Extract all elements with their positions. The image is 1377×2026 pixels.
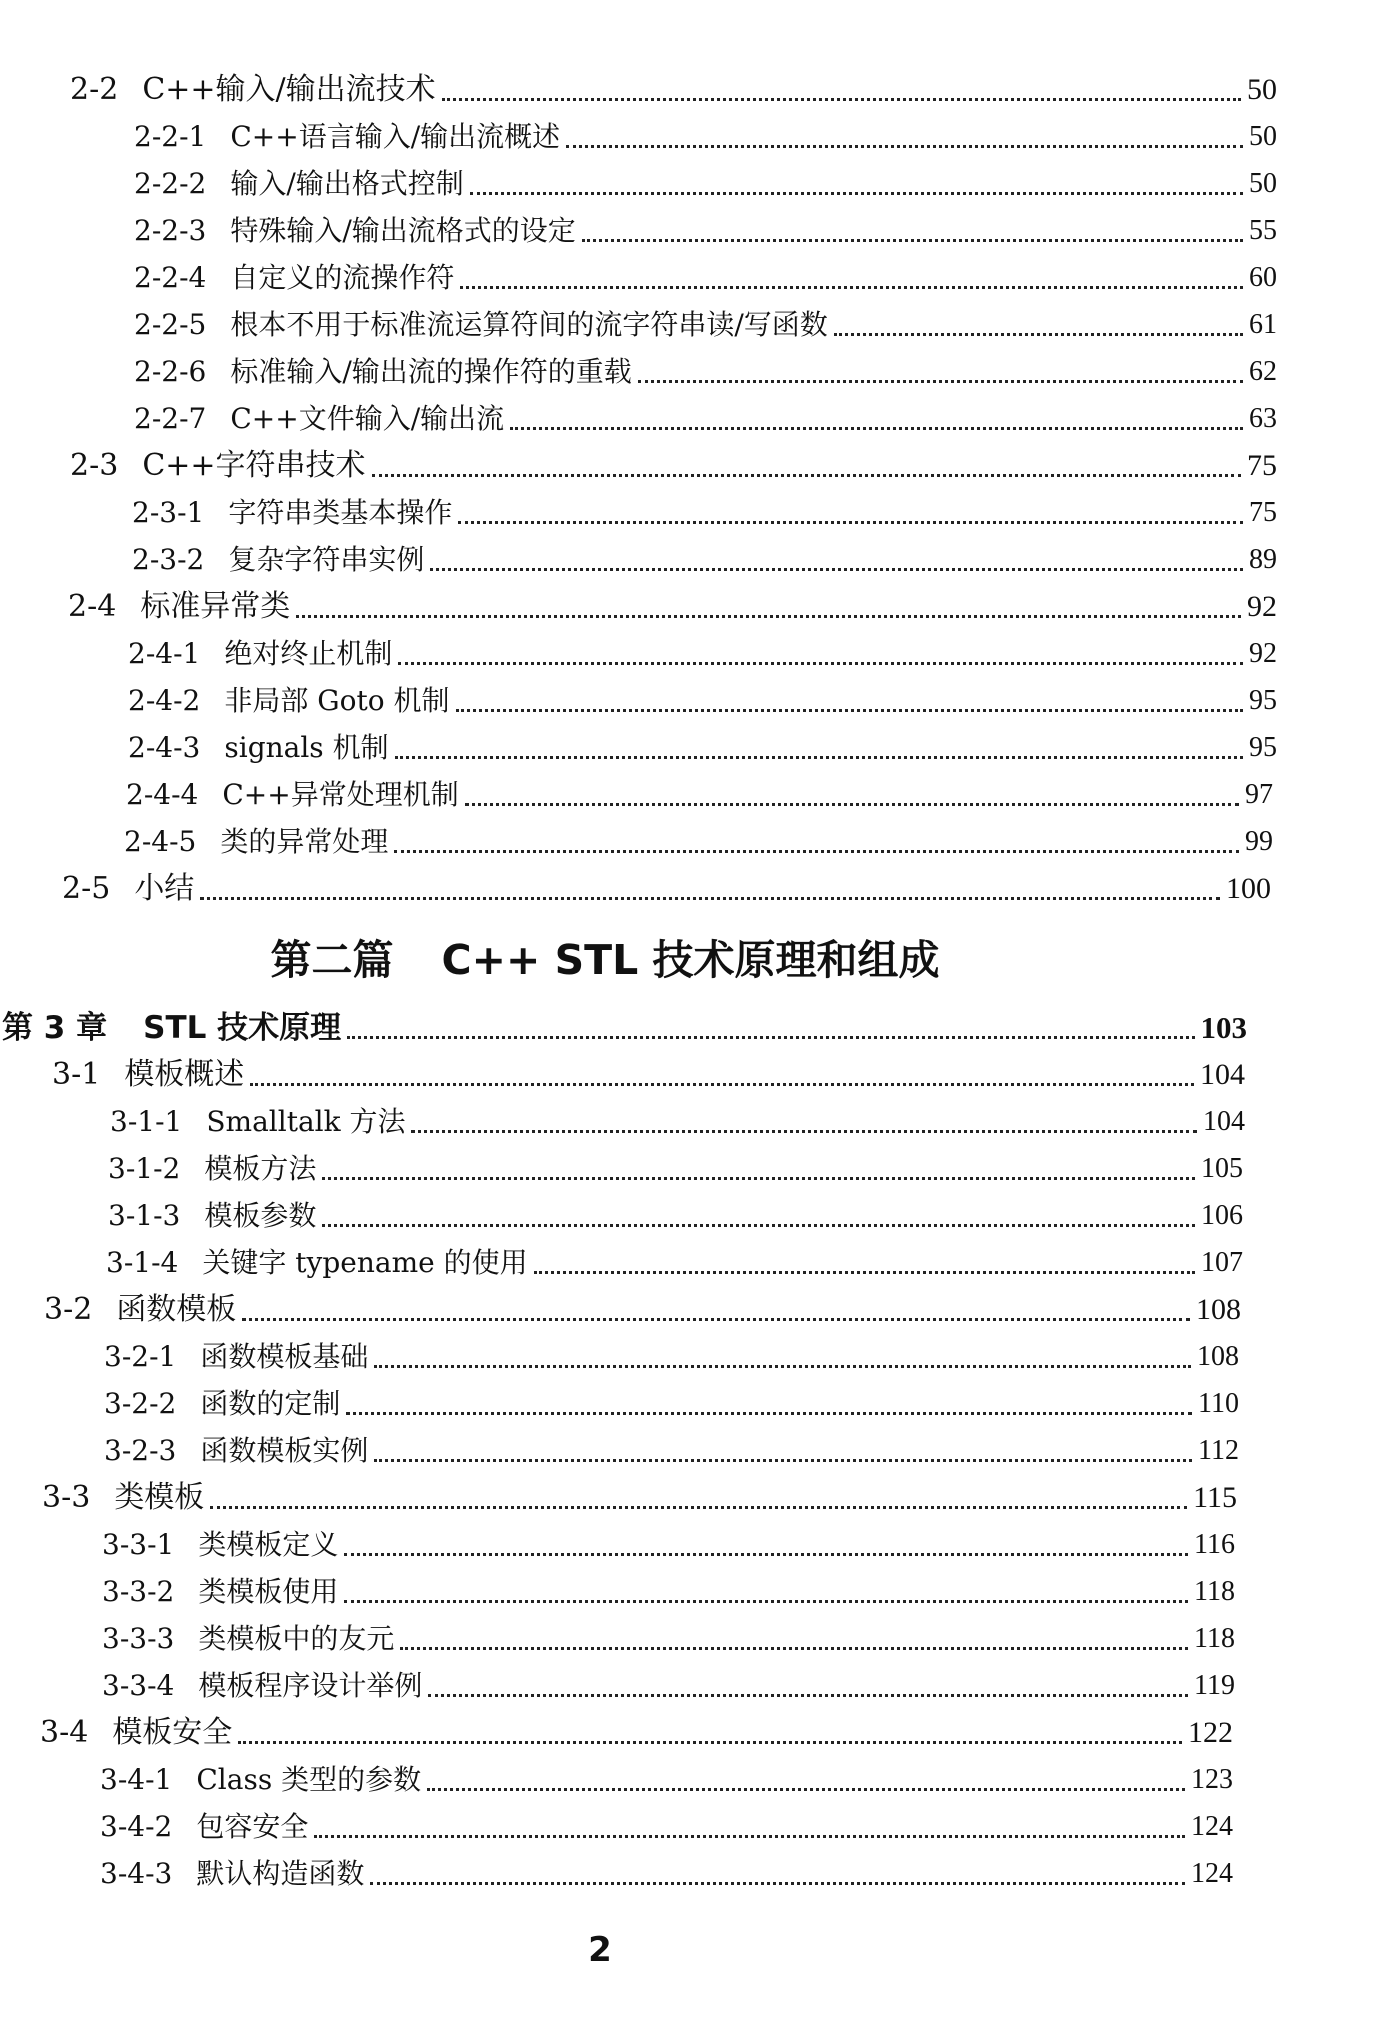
leader-dots [374,1451,1192,1462]
entry-number: 2-2-4 [134,261,207,294]
leader-dots [344,1545,1188,1556]
toc-entry [102,1615,1235,1659]
entry-page: 107 [1201,1247,1243,1278]
toc-entry [134,160,1277,204]
entry-title: 模板参数 [204,1199,317,1232]
entry-page: 60 [1249,262,1277,293]
leader-dots [460,278,1243,289]
entry-page: 50 [1247,73,1277,106]
entry-title: Smalltalk 方法 [206,1105,406,1138]
leader-dots [242,1310,1190,1321]
entry-title: 标准输入/输出流的操作符的重载 [230,355,632,388]
entry-page: 89 [1249,544,1277,575]
entry-number: 3-3-2 [102,1575,175,1608]
entry-title: 根本不用于标准流运算符间的流字符串读/写函数 [230,308,828,341]
leader-dots [398,654,1243,665]
entry-number: 3-4-3 [100,1857,173,1890]
entry-page: 75 [1249,497,1277,528]
entry-page: 108 [1197,1341,1239,1372]
entry-title: 输入/输出格式控制 [230,167,464,200]
entry-title: 字符串类基本操作 [228,496,453,529]
entry-title: 类模板使用 [198,1575,339,1608]
entry-title: 类模板 [114,1480,205,1515]
entry-title: 模板程序设计举例 [198,1669,423,1702]
leader-dots [394,842,1239,853]
entry-title: C++异常处理机制 [222,778,459,811]
toc-entry [134,301,1277,345]
entry-title: 非局部 Goto 机制 [224,684,450,717]
leader-dots [344,1592,1188,1603]
toc-entry [124,818,1273,862]
toc-entry [134,254,1277,298]
toc-entry [70,66,1277,110]
entry-number: 2-5 [62,871,111,906]
toc-entry [104,1380,1239,1424]
entry-title: 关键字 typename 的使用 [202,1246,528,1279]
entry-number: 2-4-3 [128,731,201,764]
toc-entry [52,1051,1245,1095]
entry-number: 3-1-1 [110,1105,183,1138]
leader-dots [296,607,1241,618]
entry-title: 包容安全 [196,1810,309,1843]
toc-entry [134,113,1277,157]
leader-dots [347,1028,1194,1039]
toc-entry [62,865,1271,909]
entry-number: 2-4 [68,589,117,624]
part-number: 第二篇 [270,936,394,984]
leader-dots [395,748,1243,759]
leader-dots [372,466,1241,477]
entry-page: 116 [1194,1529,1235,1560]
leader-dots [465,795,1239,806]
toc-entry [110,1098,1245,1142]
entry-title: 函数模板 [116,1292,237,1327]
entry-number: 3-3-3 [102,1622,175,1655]
entry-page: 61 [1249,309,1277,340]
entry-page: 92 [1247,590,1277,623]
toc-entry [102,1521,1235,1565]
entry-page: 95 [1249,732,1277,763]
leader-dots [238,1733,1182,1744]
entry-page: 122 [1188,1716,1233,1749]
entry-number: 2-2-7 [134,402,207,435]
entry-number: 2-2-6 [134,355,207,388]
entry-number: 3-4 [40,1715,89,1750]
toc-entry [134,207,1277,251]
entry-title: 复杂字符串实例 [228,543,425,576]
toc-entry [42,1474,1237,1518]
toc-entry [70,442,1277,486]
entry-page: 105 [1201,1153,1243,1184]
toc-entry [132,536,1277,580]
leader-dots [210,1498,1187,1509]
leader-dots [428,1686,1188,1697]
entry-page: 123 [1191,1764,1233,1795]
entry-number: 2-2 [70,72,119,107]
entry-title: 函数模板基础 [200,1340,369,1373]
leader-dots [534,1263,1195,1274]
leader-dots [510,419,1243,430]
entry-page: 95 [1249,685,1277,716]
leader-dots [346,1404,1192,1415]
entry-page: 62 [1249,356,1277,387]
entry-number: 3-1-4 [106,1246,179,1279]
entry-page: 104 [1200,1058,1245,1091]
toc-entry [100,1803,1233,1847]
entry-title: C++字符串技术 [142,448,366,483]
entry-number: 3-2-1 [104,1340,177,1373]
toc-entry [100,1756,1233,1800]
toc-entry [128,677,1277,721]
leader-dots [400,1639,1188,1650]
toc-entry [108,1192,1243,1236]
toc-entry [106,1239,1243,1283]
entry-title: 绝对终止机制 [224,637,393,670]
entry-page: 108 [1196,1293,1241,1326]
leader-dots [370,1874,1185,1885]
entry-number: 3-3-1 [102,1528,175,1561]
entry-title: 默认构造函数 [196,1857,365,1890]
entry-number: 3-1 [52,1057,101,1092]
leader-dots [322,1216,1195,1227]
leader-dots [374,1357,1191,1368]
toc-chapter-entry [2,1004,1247,1048]
entry-number: 2-4-5 [124,825,197,858]
leader-dots [638,372,1243,383]
part-heading [0,925,1210,995]
entry-page: 124 [1191,1811,1233,1842]
toc-entry [128,724,1277,768]
toc-entry [108,1145,1243,1189]
entry-page: 112 [1198,1435,1239,1466]
toc-entry [68,583,1277,627]
leader-dots [456,701,1243,712]
entry-page: 110 [1198,1388,1239,1419]
leader-dots [314,1827,1185,1838]
entry-page: 118 [1194,1623,1235,1654]
entry-number: 3-1-2 [108,1152,181,1185]
leader-dots [582,231,1243,242]
toc-entry [134,395,1277,439]
leader-dots [200,889,1220,900]
entry-title: 标准异常类 [140,589,291,624]
entry-number: 3-1-3 [108,1199,181,1232]
entry-number: 2-3-1 [132,496,205,529]
chapter-title: STL 技术原理 [143,1010,342,1046]
toc-entry [134,348,1277,392]
entry-title: signals 机制 [224,731,389,764]
entry-number: 2-2-5 [134,308,207,341]
entry-title: 函数模板实例 [200,1434,369,1467]
toc-entry [44,1286,1241,1330]
entry-title: 特殊输入/输出流格式的设定 [230,214,576,247]
entry-number: 2-4-1 [128,637,201,670]
entry-page: 99 [1245,826,1273,857]
toc-entry [126,771,1273,815]
entry-number: 2-4-2 [128,684,201,717]
entry-title: Class 类型的参数 [196,1763,422,1796]
leader-dots [834,325,1243,336]
entry-title: 函数的定制 [200,1387,341,1420]
leader-dots [411,1122,1197,1133]
page-number: 2 [588,1930,612,1970]
leader-dots [430,560,1243,571]
toc-entry [100,1850,1233,1894]
entry-number: 2-2-2 [134,167,207,200]
entry-page: 55 [1249,215,1277,246]
entry-title: 模板概述 [124,1057,245,1092]
leader-dots [322,1169,1195,1180]
leader-dots [250,1075,1194,1086]
toc-entry [128,630,1277,674]
entry-page: 124 [1191,1858,1233,1889]
entry-title: C++文件输入/输出流 [230,402,505,435]
entry-page: 103 [1200,1010,1247,1045]
entry-page: 75 [1247,449,1277,482]
toc-entry [102,1662,1235,1706]
entry-number: 3-4-2 [100,1810,173,1843]
entry-page: 50 [1249,121,1277,152]
entry-title: 类模板中的友元 [198,1622,395,1655]
leader-dots [442,90,1241,101]
entry-page: 100 [1226,872,1271,905]
toc-entry [104,1427,1239,1471]
leader-dots [470,184,1243,195]
entry-title: 小结 [134,871,195,906]
entry-number: 3-3 [42,1480,91,1515]
entry-title: 类模板定义 [198,1528,339,1561]
entry-title: C++输入/输出流技术 [142,72,436,107]
entry-page: 92 [1249,638,1277,669]
part-title-text: C++ STL 技术原理和组成 [441,936,940,984]
entry-number: 3-2-2 [104,1387,177,1420]
leader-dots [427,1780,1185,1791]
entry-number: 2-4-4 [126,778,199,811]
entry-number: 2-2-1 [134,120,207,153]
entry-page: 97 [1245,779,1273,810]
entry-page: 63 [1249,403,1277,434]
entry-title: 模板方法 [204,1152,317,1185]
entry-page: 106 [1201,1200,1243,1231]
entry-page: 115 [1193,1481,1237,1514]
entry-number: 3-3-4 [102,1669,175,1702]
leader-dots [566,137,1243,148]
toc-entry [132,489,1277,533]
entry-number: 2-3 [70,448,119,483]
entry-page: 50 [1249,168,1277,199]
entry-page: 119 [1194,1670,1235,1701]
entry-title: 类的异常处理 [220,825,389,858]
entry-number: 3-2-3 [104,1434,177,1467]
entry-page: 118 [1194,1576,1235,1607]
entry-title: C++语言输入/输出流概述 [230,120,561,153]
leader-dots [458,513,1243,524]
entry-page: 104 [1203,1106,1245,1137]
entry-title: 自定义的流操作符 [230,261,455,294]
entry-number: 3-2 [44,1292,93,1327]
toc-entry [40,1709,1233,1753]
entry-number: 2-3-2 [132,543,205,576]
entry-number: 3-4-1 [100,1763,173,1796]
entry-number: 2-2-3 [134,214,207,247]
toc-entry [102,1568,1235,1612]
entry-title: 模板安全 [112,1715,233,1750]
chapter-number: 第 3 章 [2,1010,108,1046]
toc-entry [104,1333,1239,1377]
